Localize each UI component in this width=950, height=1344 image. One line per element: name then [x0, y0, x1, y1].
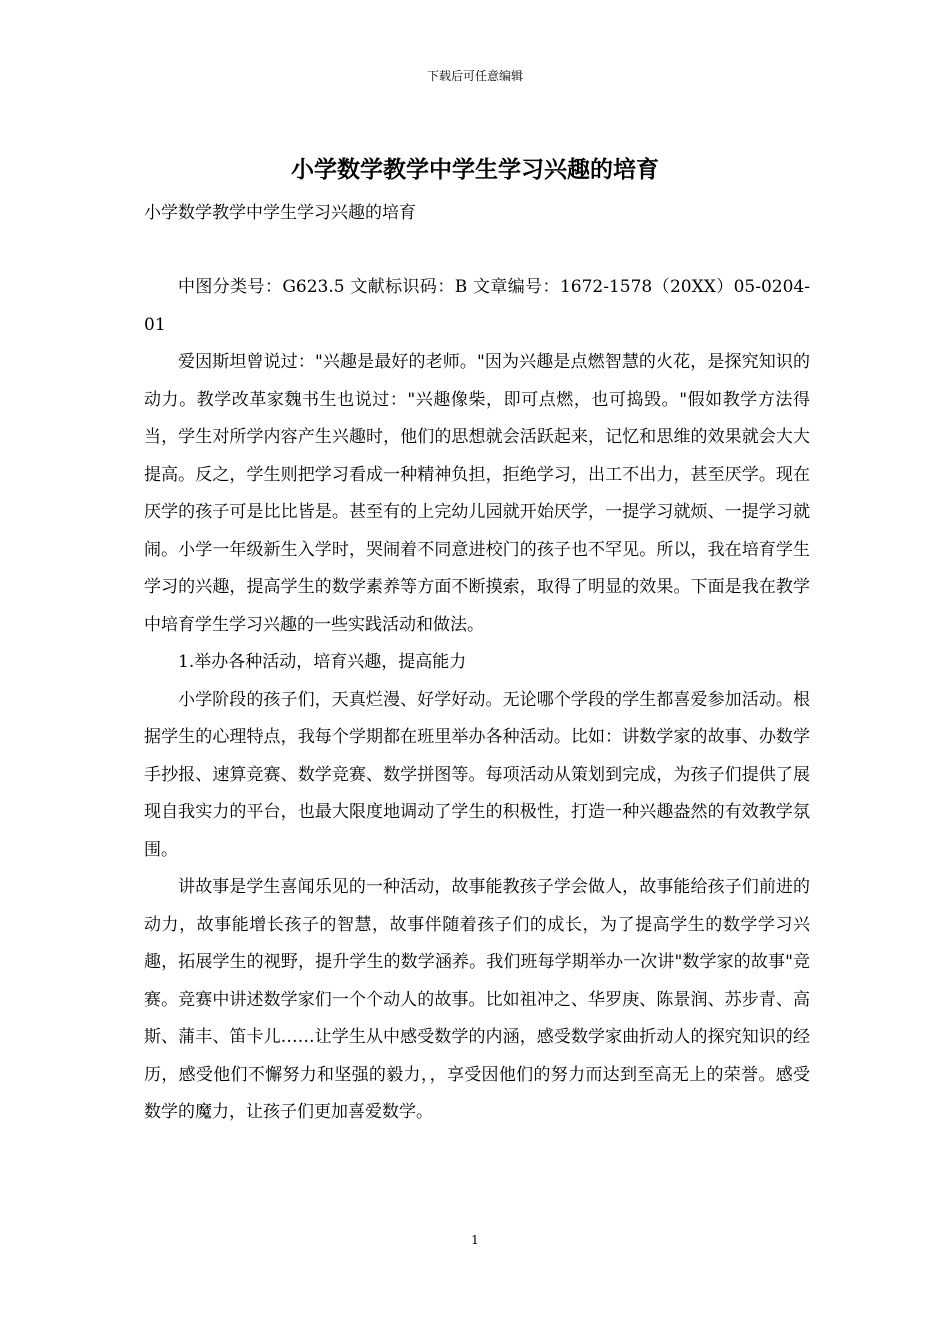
paragraph: 爱因斯坦曾说过："兴趣是最好的老师。"因为兴趣是点燃智慧的火花，是探究知识的动力。教学改革家魏书生也说过："兴趣像柴，即可点燃，也可捣毁。"假如教学方法得当，学生对所学内容产生兴趣时，他们的思想就会活跃起来，记忆和思维的效果就会大大提高。反之，学生则把学习看成一种精神负担，拒绝学习，出工不出力，甚至厌学。现在厌学的孩子可是比比皆是。甚至有的上完幼儿园就开始厌学，一提学习就烦、一提学习就闹。小学一年级新生入学时，哭闹着不同意进校门的孩子也不罕见。所以，我在培育学生学习的兴趣，提高学生的数学素养等方面不断摸索，取得了明显的效果。下面是我在教学中培育学生学习兴趣的一些实践活动和做法。 — [144, 352, 810, 635]
paragraph: 小学阶段的孩子们，天真烂漫、好学好动。无论哪个学段的学生都喜爱参加活动。根据学生的心理特点，我每个学期都在班里举办各种活动。比如：讲数学家的故事、办数学手抄报、速算竞赛、数学竞赛、数学拼图等。每项活动从策划到完成，为孩子们提供了展现自我实力的平台，也最大限度地调动了学生的积极性，打造一种兴趣盎然的有效教学氛围。 — [144, 689, 810, 860]
header-note: 下载后可任意编辑 — [426, 69, 523, 83]
page-number: 1 — [471, 1233, 479, 1247]
document-title: 小学数学教学中学生学习兴趣的培育 — [291, 156, 659, 183]
section-heading: 1.举办各种活动，培育兴趣，提高能力 — [178, 652, 467, 672]
document-body — [144, 269, 810, 1132]
classification-line: 中图分类号：G623.5 文献标识码：B 文章编号：1672-1578（20XX）05-0204-01 — [144, 277, 810, 335]
paragraph: 讲故事是学生喜闻乐见的一种活动，故事能教孩子学会做人，故事能给孩子们前进的动力，故事能增长孩子的智慧，故事伴随着孩子们的成长，为了提高学生的数学学习兴趣，拓展学生的视野，提升学生的数学涵养。我们班每学期举办一次讲"数学家的故事"竞赛。竞赛中讲述数学家们一个个动人的故事。比如祖冲之、华罗庚、陈景润、苏步青、高斯、蒲丰、笛卡儿……让学生从中感受数学的内涵，感受数学家曲折动人的探究知识的经历，感受他们不懈努力和坚强的毅力，，享受因他们的努力而达到至高无上的荣誉。感受数学的魔力，让孩子们更加喜爱数学。 — [144, 877, 810, 1122]
document-subtitle: 小学数学教学中学生学习兴趣的培育 — [144, 203, 416, 223]
